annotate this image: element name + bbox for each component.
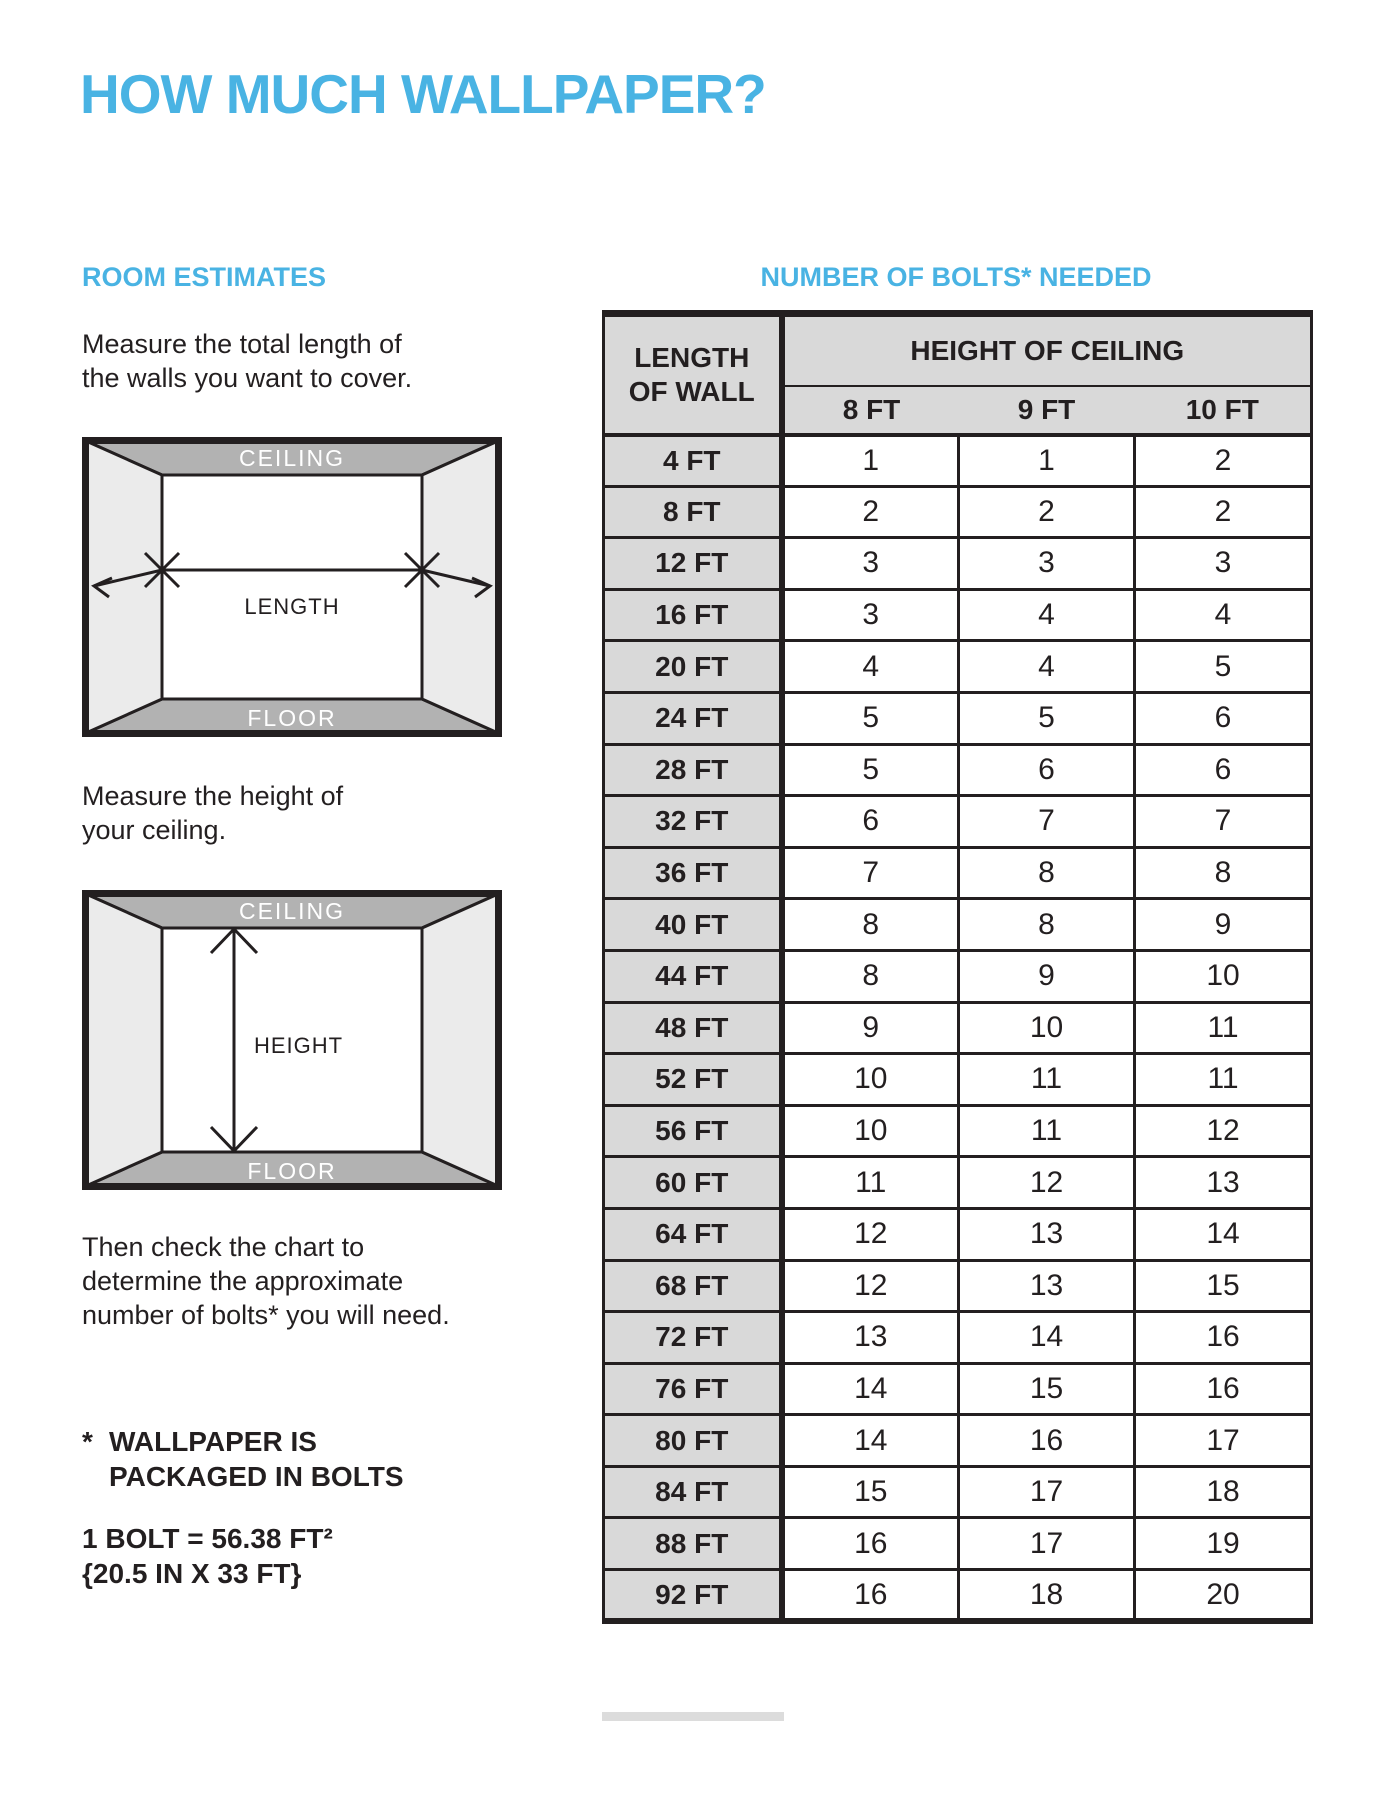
table-row — [604, 589, 1312, 641]
height-label: HEIGHT — [254, 1033, 344, 1058]
table-row — [604, 435, 1312, 487]
bolts-needed-table — [602, 310, 1313, 1624]
ceiling-8ft-header: 8 FT — [782, 386, 959, 435]
table-row — [604, 1518, 1312, 1570]
table-row — [604, 1208, 1312, 1260]
bolt-count-cell: 10 — [782, 1105, 959, 1157]
wall-length-cell: 36 FT — [604, 847, 782, 899]
length-of-wall-header: LENGTH OF WALL — [604, 314, 782, 435]
room-length-diagram — [82, 437, 502, 737]
table-row — [604, 1054, 1312, 1106]
bolt-count-cell: 7 — [959, 796, 1135, 848]
bolt-count-cell: 13 — [1135, 1157, 1312, 1209]
bolts-needed-heading: NUMBER OF BOLTS* NEEDED — [760, 262, 1152, 292]
table-row — [604, 486, 1312, 538]
bolt-count-cell: 20 — [1135, 1570, 1312, 1622]
bolt-count-cell: 2 — [1135, 435, 1312, 487]
bolt-count-cell: 11 — [1135, 1002, 1312, 1054]
table-row — [604, 1157, 1312, 1209]
table-row — [604, 1466, 1312, 1518]
bolt-count-cell: 17 — [959, 1518, 1135, 1570]
table-row — [604, 692, 1312, 744]
bolt-count-cell: 8 — [1135, 847, 1312, 899]
table-row — [604, 950, 1312, 1002]
bolt-count-cell: 14 — [782, 1415, 959, 1467]
bolt-count-cell: 17 — [959, 1466, 1135, 1518]
bolt-count-cell: 8 — [959, 899, 1135, 951]
table-row — [604, 1415, 1312, 1467]
wall-length-cell: 4 FT — [604, 435, 782, 487]
bolt-count-cell: 11 — [1135, 1054, 1312, 1106]
wall-length-cell: 92 FT — [604, 1570, 782, 1622]
wall-length-cell: 40 FT — [604, 899, 782, 951]
bolt-table-body — [604, 435, 1312, 1622]
table-bottom-shadow — [602, 1712, 784, 1721]
wall-length-cell: 20 FT — [604, 641, 782, 693]
bolt-count-cell: 8 — [782, 950, 959, 1002]
bolt-count-cell: 16 — [959, 1415, 1135, 1467]
wall-length-cell: 12 FT — [604, 538, 782, 590]
bolt-count-cell: 9 — [959, 950, 1135, 1002]
length-label: LENGTH — [244, 594, 340, 619]
wall-length-cell: 24 FT — [604, 692, 782, 744]
bolt-count-cell: 2 — [959, 486, 1135, 538]
wall-length-cell: 56 FT — [604, 1105, 782, 1157]
bolt-size-line: {20.5 IN X 33 FT} — [82, 1558, 302, 1589]
bolt-count-cell: 3 — [959, 538, 1135, 590]
instruction-line: number of bolts* you will need. — [82, 1300, 450, 1330]
instruction-line: Measure the total length of — [82, 329, 402, 359]
bolt-count-cell: 3 — [782, 589, 959, 641]
wall-length-cell: 16 FT — [604, 589, 782, 641]
room-estimates-heading: ROOM ESTIMATES — [82, 262, 327, 292]
instruction-line: the walls you want to cover. — [82, 363, 413, 393]
bolt-count-cell: 5 — [782, 692, 959, 744]
bolt-count-cell: 13 — [959, 1260, 1135, 1312]
table-row — [604, 1570, 1312, 1622]
instruction-check-chart — [82, 1230, 450, 1332]
bolt-count-cell: 11 — [959, 1054, 1135, 1106]
bolt-count-cell: 12 — [959, 1157, 1135, 1209]
bolt-count-cell: 12 — [1135, 1105, 1312, 1157]
bolt-count-cell: 6 — [1135, 744, 1312, 796]
bolt-count-cell: 4 — [1135, 589, 1312, 641]
bolt-count-cell: 15 — [959, 1363, 1135, 1415]
bolt-count-cell: 16 — [1135, 1312, 1312, 1364]
bolt-count-cell: 16 — [782, 1518, 959, 1570]
bolt-count-cell: 4 — [782, 641, 959, 693]
wall-length-cell: 88 FT — [604, 1518, 782, 1570]
bolt-count-cell: 4 — [959, 589, 1135, 641]
back-wall — [162, 475, 422, 699]
bolt-count-cell: 19 — [1135, 1518, 1312, 1570]
height-of-ceiling-header: HEIGHT OF CEILING — [782, 314, 1312, 386]
bolt-count-cell: 5 — [782, 744, 959, 796]
bolt-count-cell: 12 — [782, 1260, 959, 1312]
bolt-count-cell: 1 — [782, 435, 959, 487]
bolt-count-cell: 15 — [782, 1466, 959, 1518]
bolts-footnote — [82, 1424, 404, 1494]
bolt-count-cell: 6 — [959, 744, 1135, 796]
bolt-count-cell: 8 — [959, 847, 1135, 899]
bolt-count-cell: 9 — [782, 1002, 959, 1054]
bolt-count-cell: 9 — [1135, 899, 1312, 951]
bolt-count-cell: 15 — [1135, 1260, 1312, 1312]
bolt-count-cell: 16 — [1135, 1363, 1312, 1415]
wall-length-cell: 64 FT — [604, 1208, 782, 1260]
instruction-line: your ceiling. — [82, 815, 227, 845]
bolt-count-cell: 2 — [782, 486, 959, 538]
instruction-line: determine the approximate — [82, 1266, 404, 1296]
table-row — [604, 538, 1312, 590]
table-row — [604, 796, 1312, 848]
table-row — [604, 899, 1312, 951]
bolt-size-info — [82, 1521, 333, 1591]
bolt-count-cell: 3 — [1135, 538, 1312, 590]
table-row — [604, 641, 1312, 693]
ceiling-9ft-header: 9 FT — [959, 386, 1135, 435]
bolt-count-cell: 14 — [959, 1312, 1135, 1364]
wall-length-cell: 28 FT — [604, 744, 782, 796]
wall-length-cell: 48 FT — [604, 1002, 782, 1054]
floor-label: FLOOR — [247, 705, 337, 731]
wall-length-cell: 72 FT — [604, 1312, 782, 1364]
bolt-count-cell: 5 — [959, 692, 1135, 744]
bolt-count-cell: 3 — [782, 538, 959, 590]
room-height-illustration — [82, 890, 502, 1190]
bolt-count-cell: 17 — [1135, 1415, 1312, 1467]
bolt-count-cell: 18 — [1135, 1466, 1312, 1518]
bolt-size-line: 1 BOLT = 56.38 FT² — [82, 1523, 333, 1554]
wall-length-cell: 8 FT — [604, 486, 782, 538]
left-wall — [86, 894, 162, 1186]
floor-label: FLOOR — [247, 1158, 337, 1184]
bolt-count-cell: 10 — [782, 1054, 959, 1106]
bolt-count-cell: 7 — [1135, 796, 1312, 848]
bolt-count-cell: 2 — [1135, 486, 1312, 538]
right-wall — [422, 894, 498, 1186]
bolt-count-cell: 13 — [959, 1208, 1135, 1260]
table-row — [604, 847, 1312, 899]
bolt-count-cell: 6 — [1135, 692, 1312, 744]
bolt-count-cell: 11 — [782, 1157, 959, 1209]
instruction-measure-height — [82, 779, 343, 847]
table-row — [604, 1002, 1312, 1054]
bolt-count-cell: 13 — [782, 1312, 959, 1364]
ceiling-10ft-header: 10 FT — [1135, 386, 1312, 435]
footnote-line: WALLPAPER IS — [109, 1426, 317, 1457]
bolt-count-cell: 7 — [782, 847, 959, 899]
table-row — [604, 1363, 1312, 1415]
wall-length-cell: 60 FT — [604, 1157, 782, 1209]
table-row — [604, 1105, 1312, 1157]
bolt-count-cell: 8 — [782, 899, 959, 951]
bolt-count-cell: 14 — [1135, 1208, 1312, 1260]
bolt-count-cell: 6 — [782, 796, 959, 848]
bolt-count-cell: 16 — [782, 1570, 959, 1622]
bolt-table — [602, 310, 1310, 1624]
room-length-illustration — [82, 437, 502, 737]
bolt-count-cell: 11 — [959, 1105, 1135, 1157]
table-row — [604, 744, 1312, 796]
instruction-line: Then check the chart to — [82, 1232, 365, 1262]
bolt-count-cell: 10 — [959, 1002, 1135, 1054]
footnote-asterisk: * — [82, 1426, 93, 1457]
wall-length-cell: 76 FT — [604, 1363, 782, 1415]
bolt-count-cell: 12 — [782, 1208, 959, 1260]
footnote-line: PACKAGED IN BOLTS — [109, 1461, 404, 1492]
bolt-count-cell: 10 — [1135, 950, 1312, 1002]
wall-length-cell: 80 FT — [604, 1415, 782, 1467]
wall-length-cell: 84 FT — [604, 1466, 782, 1518]
bolt-count-cell: 5 — [1135, 641, 1312, 693]
bolt-count-cell: 14 — [782, 1363, 959, 1415]
bolt-count-cell: 1 — [959, 435, 1135, 487]
wall-length-cell: 52 FT — [604, 1054, 782, 1106]
page-title: HOW MUCH WALLPAPER? — [80, 63, 766, 125]
bolt-count-cell: 4 — [959, 641, 1135, 693]
room-height-diagram — [82, 890, 502, 1190]
wall-length-cell: 32 FT — [604, 796, 782, 848]
wall-length-cell: 68 FT — [604, 1260, 782, 1312]
ceiling-label: CEILING — [238, 898, 346, 924]
instruction-measure-length — [82, 327, 412, 395]
instruction-line: Measure the height of — [82, 781, 344, 811]
table-row — [604, 1312, 1312, 1364]
table-row — [604, 1260, 1312, 1312]
ceiling-label: CEILING — [238, 445, 346, 471]
wall-length-cell: 44 FT — [604, 950, 782, 1002]
bolt-count-cell: 18 — [959, 1570, 1135, 1622]
